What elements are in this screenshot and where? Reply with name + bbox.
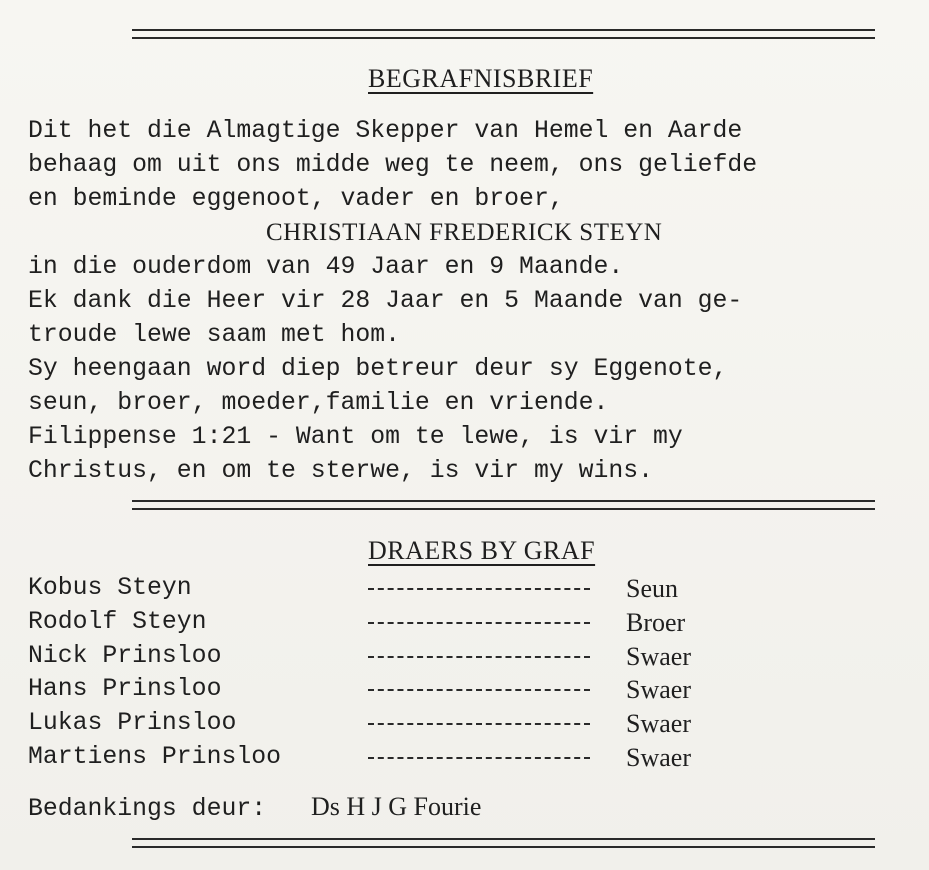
bearers-list	[28, 572, 728, 775]
bearer-name: Martiens Prinsloo	[28, 742, 281, 771]
body-line: Ek dank die Heer vir 28 Jaar en 5 Maande van ge-	[28, 287, 743, 315]
bearer-relation: Swaer	[626, 641, 691, 671]
deceased-name: CHRISTIAAN FREDERICK STEYN	[266, 219, 663, 246]
bearer-relation: Swaer	[626, 675, 691, 705]
thanks-label: Bedankings deur:	[28, 795, 267, 823]
double-rule-top	[132, 29, 875, 39]
bearer-row	[28, 606, 728, 640]
double-rule-bottom	[132, 838, 875, 848]
dashed-leader	[368, 757, 590, 759]
body-line: Sy heengaan word diep betreur deur sy Eggenote,	[28, 355, 728, 383]
document-title: BEGRAFNISBRIEF	[368, 64, 594, 93]
body-line: seun, broer, moeder,familie en vriende.	[28, 389, 609, 417]
body-line: in die ouderdom van 49 Jaar en 9 Maande.	[28, 253, 624, 281]
dashed-leader	[368, 656, 590, 658]
bearer-name: Rodolf Steyn	[28, 607, 207, 636]
bearer-relation: Seun	[626, 574, 678, 603]
bearer-name: Hans Prinsloo	[28, 675, 222, 704]
intro-line: behaag om uit ons midde weg te neem, ons geliefde	[28, 151, 758, 179]
bearer-row	[28, 572, 728, 606]
bearer-row	[28, 673, 728, 707]
body-line: Christus, en om te sterwe, is vir my wins.	[28, 457, 653, 485]
thanks-line	[28, 790, 481, 826]
officiant-name: Ds H J G Fourie	[310, 792, 482, 821]
bearers-title: DRAERS BY GRAF	[368, 536, 596, 565]
bearer-name: Kobus Steyn	[28, 574, 192, 602]
dashed-leader	[368, 622, 590, 624]
double-rule-middle	[132, 500, 875, 510]
bearer-row	[28, 741, 728, 775]
bearer-relation: Broer	[626, 607, 686, 637]
bearer-name: Lukas Prinsloo	[28, 709, 237, 738]
bearer-row	[28, 707, 728, 741]
body-line: Filippense 1:21 - Want om te lewe, is vir my	[28, 423, 683, 451]
intro-line: Dit het die Almagtige Skepper van Hemel en Aarde	[28, 117, 743, 145]
dashed-leader	[368, 723, 590, 725]
body-line: troude lewe saam met hom.	[28, 321, 401, 349]
bearer-relation: Swaer	[626, 709, 691, 739]
bearer-row	[28, 640, 728, 674]
bearer-relation: Swaer	[626, 742, 691, 772]
bearer-name: Nick Prinsloo	[28, 641, 222, 670]
intro-line: en beminde eggenoot, vader en broer,	[28, 185, 564, 213]
dashed-leader	[368, 689, 590, 691]
announcement-text	[28, 114, 757, 488]
dashed-leader	[368, 588, 590, 590]
